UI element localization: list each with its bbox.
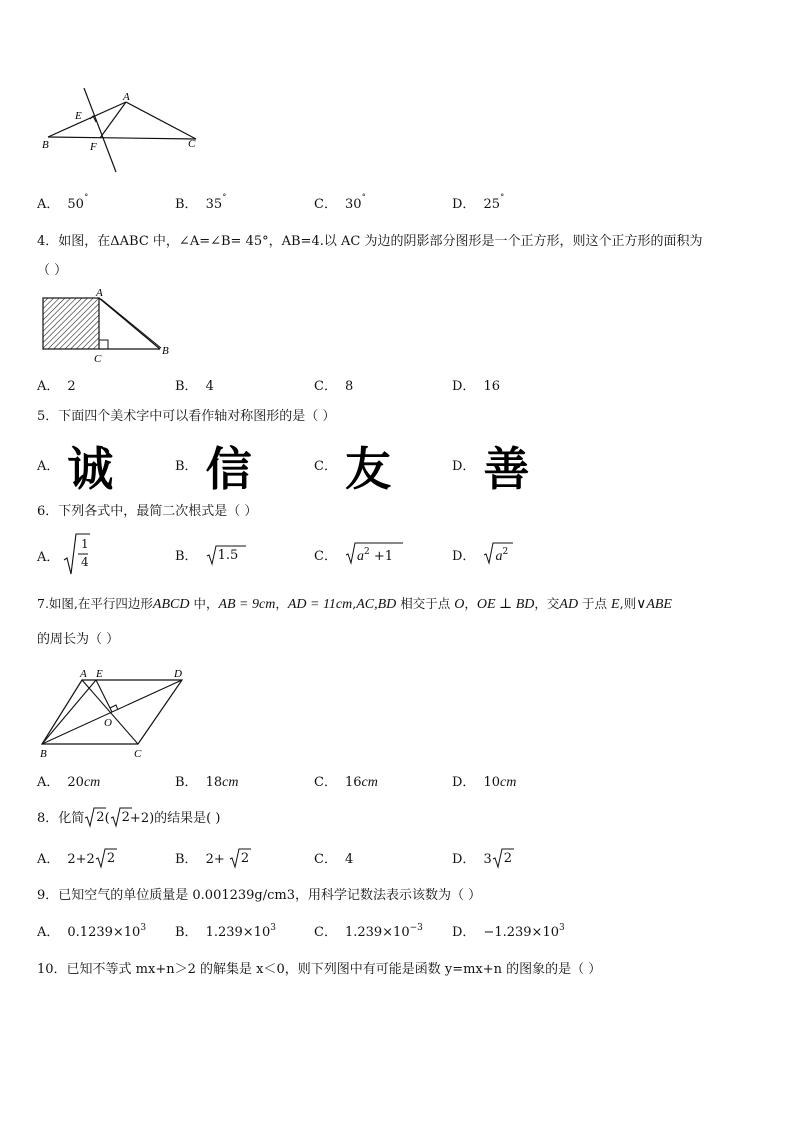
- sqrt-sign: [229, 847, 251, 869]
- radicand-base: a: [495, 548, 503, 564]
- q3-label-F: F: [90, 141, 97, 153]
- option-label: B．: [175, 458, 198, 474]
- q5-option-d[interactable]: [452, 433, 529, 499]
- q7-text-start: 7.如图,在平行四边形: [37, 596, 153, 611]
- option-value: 8: [344, 379, 354, 394]
- q7-label-O: O: [104, 717, 112, 729]
- q7-ad2: AD: [559, 597, 579, 612]
- fraction-denominator: 4: [81, 555, 89, 569]
- q7-mid1: 中，: [189, 596, 219, 611]
- q8-option-a[interactable]: [37, 848, 115, 867]
- option-label: C．: [314, 549, 337, 564]
- sqrt-sign: [95, 847, 117, 869]
- q8-tail: +2)的结果是( ): [129, 811, 221, 826]
- q7-acbd: AC,BD: [356, 597, 397, 612]
- q7-mid6: ,则: [619, 596, 637, 611]
- fraction-numerator: 1: [81, 537, 89, 551]
- option-label: B．: [175, 925, 198, 940]
- option-label: A．: [37, 925, 60, 940]
- option-label: D．: [452, 549, 476, 564]
- q5-option-b[interactable]: [175, 433, 252, 499]
- option-label: B．: [175, 549, 198, 564]
- q7-mid3: 相交于点: [396, 596, 455, 611]
- q3-label-C: C: [188, 138, 196, 150]
- q3-option-b[interactable]: [175, 193, 227, 212]
- option-value: 18: [205, 775, 223, 790]
- art-character: 诚: [67, 442, 114, 496]
- option-value: 10: [483, 775, 500, 790]
- option-prefix: 3: [483, 852, 492, 867]
- q7-e: E: [611, 597, 620, 612]
- sqrt-sign: [206, 544, 246, 566]
- sqrt-sign: [345, 541, 405, 565]
- q7-option-d[interactable]: [452, 771, 516, 791]
- option-prefix: 4: [344, 852, 354, 867]
- radicand-exponent: 2: [502, 546, 509, 557]
- q5-text: 5．下面四个美术字中可以看作轴对称图形的是（ ）: [37, 409, 336, 424]
- q3-option-a[interactable]: [37, 193, 88, 212]
- q8-text: [37, 807, 764, 826]
- q4-label-A: A: [96, 287, 103, 299]
- q7-o: O: [454, 597, 465, 612]
- q7-label-C: C: [134, 748, 142, 760]
- q7-text: [37, 594, 764, 613]
- degree-unit: ˚: [222, 195, 227, 205]
- option-label: A．: [37, 852, 60, 867]
- option-label: D．: [452, 925, 476, 940]
- option-label: A．: [37, 458, 60, 474]
- option-label: A．: [37, 197, 60, 212]
- q7-mid5: 于点: [578, 596, 612, 611]
- q9-text: 9．已知空气的单位质量是 0.001239g/cm3，用科学记数法表示该数为（ ）: [37, 888, 482, 903]
- q8-text-start: 8．化简: [37, 811, 85, 826]
- option-label: D．: [452, 197, 476, 212]
- q7-figure: [36, 664, 192, 762]
- q4-option-d[interactable]: [452, 375, 500, 394]
- radicand-base: a: [356, 548, 364, 564]
- q7-mid4: ，交: [534, 596, 560, 611]
- option-value: 35: [205, 197, 223, 212]
- degree-unit: ˚: [361, 195, 366, 205]
- option-exponent: 3: [558, 923, 565, 933]
- option-label: C．: [314, 925, 337, 940]
- sqrt-sign: [84, 806, 106, 828]
- q7-option-b[interactable]: [175, 771, 238, 791]
- q6-option-c[interactable]: [314, 545, 393, 566]
- q4-option-b[interactable]: [175, 375, 214, 394]
- option-exponent: −3: [409, 923, 423, 933]
- q4-option-c[interactable]: [314, 375, 353, 394]
- q6-option-b[interactable]: [175, 545, 238, 564]
- option-label: C．: [314, 852, 337, 867]
- option-label: A．: [37, 379, 60, 394]
- q7-sep1: ，: [275, 596, 288, 611]
- radicand: 2: [121, 810, 130, 825]
- option-label: A．: [37, 550, 60, 565]
- option-mantissa: 1.239×10: [205, 925, 271, 940]
- q3-label-A: A: [123, 91, 130, 103]
- degree-unit: ˚: [499, 195, 505, 205]
- option-label: D．: [452, 458, 476, 474]
- option-value: 30: [344, 197, 362, 212]
- option-value: 4: [205, 379, 214, 394]
- radicand: 2: [503, 851, 512, 866]
- q5-option-a[interactable]: [37, 433, 113, 499]
- q10-text: 10．已知不等式 mx+n＞2 的解集是 x＜0，则下列图中有可能是函数 y=mx+n 的图象的是（ ）: [37, 962, 602, 977]
- option-label: D．: [452, 379, 476, 394]
- q7-oe: OE ⊥ BD: [476, 597, 535, 612]
- sqrt-sign: [483, 541, 515, 565]
- q7-shape: ABCD: [152, 597, 190, 612]
- q7-ad: AD = 11cm: [287, 597, 353, 612]
- option-value: 50: [67, 197, 84, 212]
- degree-unit: ˚: [83, 195, 89, 205]
- art-character: 友: [344, 442, 391, 496]
- radicand: 2: [106, 851, 116, 866]
- option-label: C．: [314, 197, 337, 212]
- q9-option-b[interactable]: [175, 921, 276, 940]
- q9-option-c[interactable]: [314, 921, 423, 940]
- q7-option-a[interactable]: [37, 771, 100, 791]
- radicand-exponent: 2: [363, 546, 370, 557]
- radicand: 1.5: [217, 548, 239, 563]
- q9-option-a[interactable]: [37, 921, 146, 940]
- option-mantissa: 1.239×10: [344, 925, 410, 940]
- q3-option-c[interactable]: [314, 193, 366, 212]
- q7-label-A: A: [80, 668, 87, 680]
- q4-blank: （ ）: [37, 263, 68, 278]
- option-value: 2: [67, 379, 76, 394]
- option-label: B．: [175, 197, 198, 212]
- q7-mid2: ,: [352, 596, 357, 611]
- option-value: 16: [483, 379, 500, 394]
- option-unit: cm: [361, 775, 378, 790]
- q7-label-D: D: [174, 668, 182, 680]
- q7-sep2: ，: [464, 596, 477, 611]
- q8-option-b[interactable]: [175, 848, 249, 867]
- option-prefix: 2+: [205, 852, 229, 867]
- option-unit: cm: [222, 775, 239, 790]
- option-value: 16: [344, 775, 362, 790]
- option-exponent: 3: [140, 923, 147, 933]
- q4-label-C: C: [94, 353, 102, 363]
- radicand-tail: +1: [369, 548, 393, 564]
- q4-option-a[interactable]: [37, 375, 76, 394]
- option-label: C．: [314, 775, 337, 790]
- option-label: C．: [314, 458, 337, 474]
- q3-label-E: E: [75, 110, 82, 122]
- q7-option-c[interactable]: [314, 771, 378, 791]
- q4-text: 4．如图，在ΔABC 中，∠A=∠B= 45°，AB=4.以 AC 为边的阴影部分图形是一个正方形，则这个正方形的面积为: [37, 234, 703, 249]
- q7-ab: AB = 9cm: [218, 597, 276, 612]
- art-character: 信: [205, 442, 252, 496]
- sqrt-sign: [110, 806, 132, 828]
- option-unit: cm: [83, 775, 101, 790]
- q5-option-c[interactable]: [314, 433, 391, 499]
- option-value: 20: [67, 775, 84, 790]
- option-label: D．: [452, 775, 476, 790]
- option-unit: cm: [499, 775, 517, 790]
- q8-option-c[interactable]: [314, 848, 353, 867]
- option-label: D．: [452, 852, 476, 867]
- q8-option-d[interactable]: [452, 848, 512, 867]
- q6-text: 6．下列各式中，最简二次根式是（ ）: [37, 504, 258, 519]
- option-label: B．: [175, 775, 198, 790]
- q9-option-d[interactable]: [452, 921, 565, 940]
- option-mantissa: 0.1239×10: [67, 925, 141, 940]
- radicand: 2: [240, 851, 250, 866]
- q7-label-E: E: [96, 668, 103, 680]
- q4-label-B: B: [162, 345, 169, 357]
- option-label: B．: [175, 379, 198, 394]
- option-exponent: 3: [270, 923, 276, 933]
- option-label: B．: [175, 852, 198, 867]
- option-value: 25: [483, 197, 500, 212]
- q7-line2: 的周长为（ ）: [37, 632, 120, 647]
- option-label: C．: [314, 379, 337, 394]
- paren-open: (: [104, 811, 110, 826]
- q7-tri: ∨ABE: [636, 597, 672, 612]
- radicand: 2: [96, 810, 105, 825]
- q3-option-d[interactable]: [452, 193, 504, 212]
- q3-label-B: B: [42, 139, 49, 151]
- q4-figure: [38, 285, 178, 363]
- art-character: 善: [483, 442, 530, 496]
- option-prefix: 2+2: [67, 852, 95, 867]
- sqrt-sign: [492, 847, 514, 869]
- option-mantissa: −1.239×10: [483, 925, 559, 940]
- q6-option-d[interactable]: [452, 545, 508, 566]
- option-label: A．: [37, 775, 60, 790]
- q3-figure: [38, 88, 208, 178]
- q7-label-B: B: [40, 748, 47, 760]
